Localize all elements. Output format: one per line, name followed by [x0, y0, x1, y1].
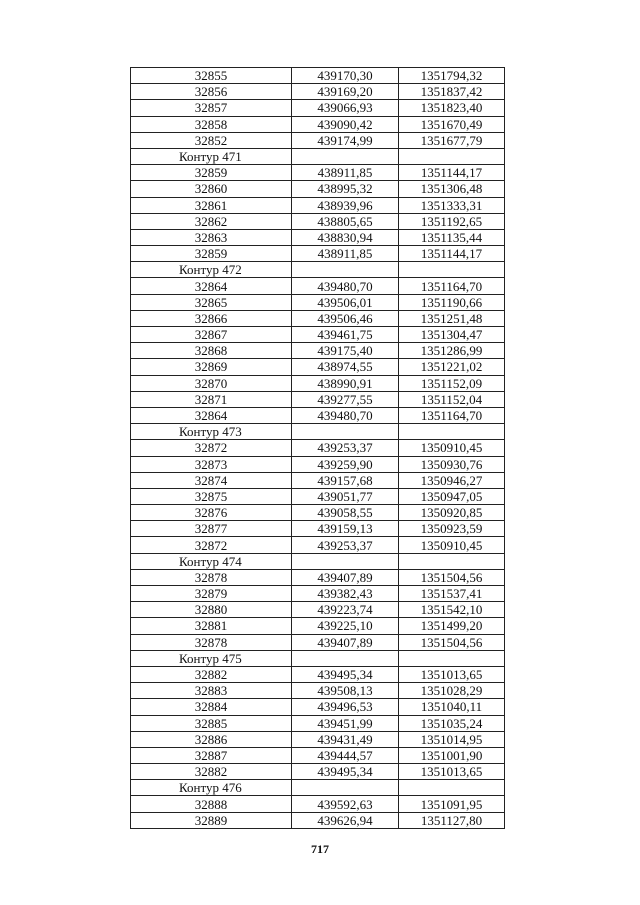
table-row: [131, 132, 505, 148]
y-coordinate-cell: 1351794,32: [399, 68, 505, 84]
contour-header-row: [131, 262, 505, 278]
point-id-cell: 32878: [131, 634, 292, 650]
x-coordinate-cell: 439480,70: [292, 278, 399, 294]
point-id-cell: 32870: [131, 375, 292, 391]
contour-label: Контур 473: [131, 424, 292, 440]
x-coordinate-cell: 439259,90: [292, 456, 399, 472]
point-id-cell: 32867: [131, 327, 292, 343]
table-row: [131, 310, 505, 326]
coordinates-table: [130, 67, 505, 829]
point-id-cell: 32862: [131, 213, 292, 229]
y-coordinate-cell: 1351135,44: [399, 229, 505, 245]
x-coordinate-cell: 439253,37: [292, 537, 399, 553]
y-coordinate-cell: 1350947,05: [399, 488, 505, 504]
empty-cell: [292, 553, 399, 569]
x-coordinate-cell: 439253,37: [292, 440, 399, 456]
table-row: [131, 375, 505, 391]
x-coordinate-cell: 438990,91: [292, 375, 399, 391]
point-id-cell: 32871: [131, 391, 292, 407]
y-coordinate-cell: 1351014,95: [399, 731, 505, 747]
point-id-cell: 32882: [131, 666, 292, 682]
y-coordinate-cell: 1351823,40: [399, 100, 505, 116]
y-coordinate-cell: 1351537,41: [399, 586, 505, 602]
table-row: [131, 359, 505, 375]
table-row: [131, 634, 505, 650]
contour-label: Контур 471: [131, 148, 292, 164]
x-coordinate-cell: 439157,68: [292, 472, 399, 488]
y-coordinate-cell: 1351127,80: [399, 812, 505, 828]
point-id-cell: 32886: [131, 731, 292, 747]
point-id-cell: 32885: [131, 715, 292, 731]
x-coordinate-cell: 439223,74: [292, 602, 399, 618]
table-row: [131, 246, 505, 262]
table-row: [131, 521, 505, 537]
point-id-cell: 32859: [131, 165, 292, 181]
contour-header-row: [131, 424, 505, 440]
contour-label: Контур 476: [131, 780, 292, 796]
contour-header-row: [131, 553, 505, 569]
empty-cell: [292, 424, 399, 440]
y-coordinate-cell: 1351164,70: [399, 407, 505, 423]
coordinates-table-body: [131, 68, 505, 829]
table-row: [131, 699, 505, 715]
y-coordinate-cell: 1350910,45: [399, 537, 505, 553]
x-coordinate-cell: 439090,42: [292, 116, 399, 132]
table-row: [131, 407, 505, 423]
point-id-cell: 32863: [131, 229, 292, 245]
y-coordinate-cell: 1351152,09: [399, 375, 505, 391]
x-coordinate-cell: 439159,13: [292, 521, 399, 537]
point-id-cell: 32866: [131, 310, 292, 326]
table-row: [131, 505, 505, 521]
empty-cell: [292, 148, 399, 164]
table-row: [131, 569, 505, 585]
table-row: [131, 391, 505, 407]
point-id-cell: 32882: [131, 764, 292, 780]
y-coordinate-cell: 1350923,59: [399, 521, 505, 537]
x-coordinate-cell: 439407,89: [292, 634, 399, 650]
y-coordinate-cell: 1350910,45: [399, 440, 505, 456]
x-coordinate-cell: 438805,65: [292, 213, 399, 229]
x-coordinate-cell: 439480,70: [292, 407, 399, 423]
y-coordinate-cell: 1351091,95: [399, 796, 505, 812]
y-coordinate-cell: 1351542,10: [399, 602, 505, 618]
table-row: [131, 84, 505, 100]
y-coordinate-cell: 1351190,66: [399, 294, 505, 310]
point-id-cell: 32865: [131, 294, 292, 310]
y-coordinate-cell: 1351013,65: [399, 764, 505, 780]
page-number: 717: [311, 842, 329, 856]
point-id-cell: 32855: [131, 68, 292, 84]
point-id-cell: 32879: [131, 586, 292, 602]
x-coordinate-cell: 439277,55: [292, 391, 399, 407]
table-row: [131, 68, 505, 84]
point-id-cell: 32872: [131, 440, 292, 456]
point-id-cell: 32869: [131, 359, 292, 375]
y-coordinate-cell: 1351152,04: [399, 391, 505, 407]
table-row: [131, 181, 505, 197]
y-coordinate-cell: 1351192,65: [399, 213, 505, 229]
contour-header-row: [131, 650, 505, 666]
x-coordinate-cell: 438939,96: [292, 197, 399, 213]
point-id-cell: 32883: [131, 683, 292, 699]
empty-cell: [399, 650, 505, 666]
table-row: [131, 197, 505, 213]
table-row: [131, 602, 505, 618]
x-coordinate-cell: 439626,94: [292, 812, 399, 828]
y-coordinate-cell: 1351221,02: [399, 359, 505, 375]
point-id-cell: 32887: [131, 747, 292, 763]
table-row: [131, 715, 505, 731]
x-coordinate-cell: 438830,94: [292, 229, 399, 245]
y-coordinate-cell: 1351837,42: [399, 84, 505, 100]
x-coordinate-cell: 439382,43: [292, 586, 399, 602]
y-coordinate-cell: 1351677,79: [399, 132, 505, 148]
x-coordinate-cell: 439508,13: [292, 683, 399, 699]
y-coordinate-cell: 1351504,56: [399, 634, 505, 650]
coordinates-table-wrapper: [130, 67, 504, 829]
empty-cell: [292, 262, 399, 278]
empty-cell: [292, 780, 399, 796]
y-coordinate-cell: 1351035,24: [399, 715, 505, 731]
x-coordinate-cell: 438974,55: [292, 359, 399, 375]
point-id-cell: 32880: [131, 602, 292, 618]
x-coordinate-cell: 439431,49: [292, 731, 399, 747]
point-id-cell: 32872: [131, 537, 292, 553]
point-id-cell: 32857: [131, 100, 292, 116]
table-row: [131, 343, 505, 359]
x-coordinate-cell: 439495,34: [292, 666, 399, 682]
point-id-cell: 32859: [131, 246, 292, 262]
x-coordinate-cell: 439058,55: [292, 505, 399, 521]
empty-cell: [399, 262, 505, 278]
y-coordinate-cell: 1351001,90: [399, 747, 505, 763]
x-coordinate-cell: 439592,63: [292, 796, 399, 812]
table-row: [131, 278, 505, 294]
contour-label: Контур 475: [131, 650, 292, 666]
empty-cell: [399, 148, 505, 164]
point-id-cell: 32881: [131, 618, 292, 634]
x-coordinate-cell: 439169,20: [292, 84, 399, 100]
table-row: [131, 666, 505, 682]
contour-label: Контур 472: [131, 262, 292, 278]
point-id-cell: 32884: [131, 699, 292, 715]
point-id-cell: 32856: [131, 84, 292, 100]
table-row: [131, 731, 505, 747]
point-id-cell: 32878: [131, 569, 292, 585]
y-coordinate-cell: 1350920,85: [399, 505, 505, 521]
empty-cell: [292, 650, 399, 666]
table-row: [131, 100, 505, 116]
y-coordinate-cell: 1351144,17: [399, 246, 505, 262]
table-row: [131, 440, 505, 456]
x-coordinate-cell: 438911,85: [292, 165, 399, 181]
table-row: [131, 327, 505, 343]
table-row: [131, 456, 505, 472]
empty-cell: [399, 424, 505, 440]
y-coordinate-cell: 1350946,27: [399, 472, 505, 488]
table-row: [131, 747, 505, 763]
table-row: [131, 165, 505, 181]
x-coordinate-cell: 439496,53: [292, 699, 399, 715]
y-coordinate-cell: 1350930,76: [399, 456, 505, 472]
table-row: [131, 229, 505, 245]
x-coordinate-cell: 439225,10: [292, 618, 399, 634]
contour-header-row: [131, 148, 505, 164]
y-coordinate-cell: 1351304,47: [399, 327, 505, 343]
y-coordinate-cell: 1351333,31: [399, 197, 505, 213]
table-row: [131, 586, 505, 602]
empty-cell: [399, 553, 505, 569]
contour-label: Контур 474: [131, 553, 292, 569]
contour-header-row: [131, 780, 505, 796]
point-id-cell: 32889: [131, 812, 292, 828]
table-row: [131, 683, 505, 699]
point-id-cell: 32876: [131, 505, 292, 521]
x-coordinate-cell: 439175,40: [292, 343, 399, 359]
point-id-cell: 32873: [131, 456, 292, 472]
y-coordinate-cell: 1351286,99: [399, 343, 505, 359]
point-id-cell: 32888: [131, 796, 292, 812]
x-coordinate-cell: 439170,30: [292, 68, 399, 84]
table-row: [131, 472, 505, 488]
point-id-cell: 32861: [131, 197, 292, 213]
x-coordinate-cell: 439174,99: [292, 132, 399, 148]
table-row: [131, 294, 505, 310]
x-coordinate-cell: 439444,57: [292, 747, 399, 763]
table-row: [131, 116, 505, 132]
y-coordinate-cell: 1351306,48: [399, 181, 505, 197]
y-coordinate-cell: 1351164,70: [399, 278, 505, 294]
table-row: [131, 812, 505, 828]
table-row: [131, 213, 505, 229]
point-id-cell: 32875: [131, 488, 292, 504]
x-coordinate-cell: 439506,46: [292, 310, 399, 326]
table-row: [131, 764, 505, 780]
x-coordinate-cell: 439051,77: [292, 488, 399, 504]
point-id-cell: 32860: [131, 181, 292, 197]
y-coordinate-cell: 1351504,56: [399, 569, 505, 585]
point-id-cell: 32868: [131, 343, 292, 359]
point-id-cell: 32864: [131, 407, 292, 423]
point-id-cell: 32852: [131, 132, 292, 148]
point-id-cell: 32877: [131, 521, 292, 537]
y-coordinate-cell: 1351144,17: [399, 165, 505, 181]
y-coordinate-cell: 1351013,65: [399, 666, 505, 682]
table-row: [131, 488, 505, 504]
x-coordinate-cell: 439506,01: [292, 294, 399, 310]
empty-cell: [399, 780, 505, 796]
x-coordinate-cell: 439451,99: [292, 715, 399, 731]
table-row: [131, 537, 505, 553]
point-id-cell: 32864: [131, 278, 292, 294]
table-row: [131, 618, 505, 634]
y-coordinate-cell: 1351251,48: [399, 310, 505, 326]
y-coordinate-cell: 1351670,49: [399, 116, 505, 132]
y-coordinate-cell: 1351499,20: [399, 618, 505, 634]
point-id-cell: 32858: [131, 116, 292, 132]
x-coordinate-cell: 439495,34: [292, 764, 399, 780]
table-row: [131, 796, 505, 812]
x-coordinate-cell: 439407,89: [292, 569, 399, 585]
y-coordinate-cell: 1351028,29: [399, 683, 505, 699]
x-coordinate-cell: 438911,85: [292, 246, 399, 262]
x-coordinate-cell: 439066,93: [292, 100, 399, 116]
x-coordinate-cell: 438995,32: [292, 181, 399, 197]
point-id-cell: 32874: [131, 472, 292, 488]
y-coordinate-cell: 1351040,11: [399, 699, 505, 715]
x-coordinate-cell: 439461,75: [292, 327, 399, 343]
